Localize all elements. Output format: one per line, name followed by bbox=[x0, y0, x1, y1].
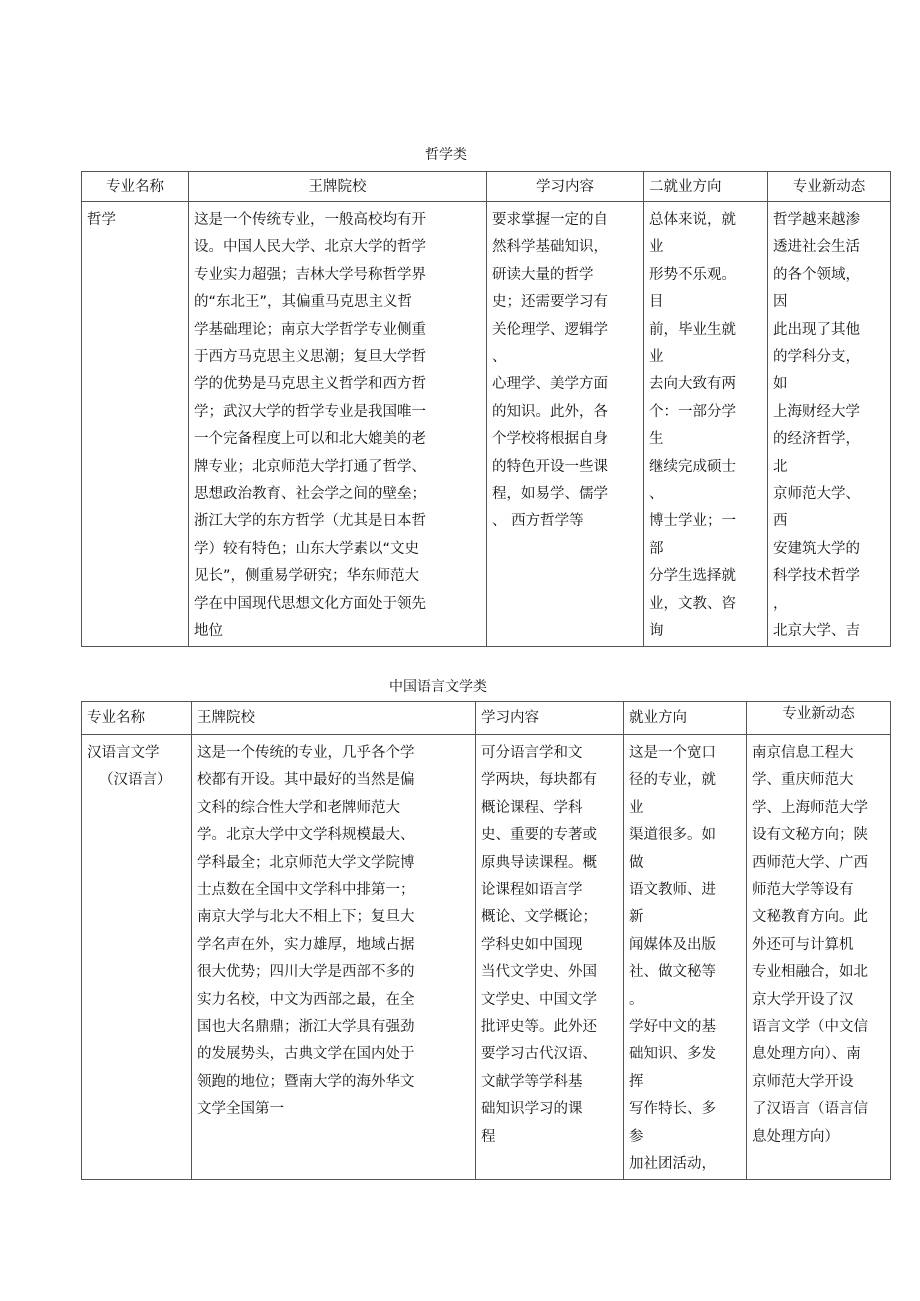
text-line: 透进社会生活 bbox=[773, 239, 860, 256]
header-study-content: 学习内容 bbox=[476, 702, 624, 735]
table2-caption: 中国语言文学类 bbox=[389, 679, 487, 695]
text-line: ， bbox=[773, 595, 788, 612]
text-line: 。 bbox=[629, 991, 644, 1008]
schools-cell bbox=[189, 202, 487, 647]
text-line: 南京信息工程大 bbox=[752, 745, 854, 761]
text-line: 见长”，侧重易学研究；华东师范大 bbox=[194, 568, 420, 585]
text-line: 原典导读课程。概 bbox=[481, 854, 597, 871]
text-line: 实力名校，中文为西部之最，在全 bbox=[197, 991, 415, 1008]
text-line: 、 bbox=[649, 486, 664, 503]
text-line: 形势不乐观。 bbox=[649, 266, 736, 283]
text-line: 总体来说，就 bbox=[649, 212, 736, 228]
text-line: 然科学基础知识， bbox=[492, 239, 608, 256]
text-line: 加社团活动， bbox=[629, 1156, 716, 1173]
text-line: 程 bbox=[481, 1128, 496, 1145]
text-line: 学、重庆师范大 bbox=[752, 772, 854, 789]
text-line: 的“东北王”，其偏重马克思主义哲 bbox=[194, 294, 413, 311]
text-line: 目 bbox=[649, 294, 664, 311]
header-major-name: 专业名称 bbox=[82, 702, 192, 735]
text-line: 要学习古代汉语、 bbox=[481, 1046, 597, 1063]
text-line: 新 bbox=[629, 909, 644, 926]
text-line: 哲学越来越渗 bbox=[773, 212, 860, 228]
text-line: 浙江大学的东方哲学（尤其是日本哲 bbox=[194, 513, 426, 530]
text-line: 概论、文学概论； bbox=[481, 909, 597, 926]
text-line: 挥 bbox=[629, 1073, 644, 1090]
text-line: 科学技术哲学 bbox=[773, 568, 860, 585]
text-line: 这是一个传统的专业，几乎各个学 bbox=[197, 745, 415, 761]
header-top-schools: 王牌院校 bbox=[189, 172, 487, 202]
text-line: 北 bbox=[773, 458, 788, 475]
text-line: 闻媒体及出版 bbox=[629, 936, 716, 953]
text-line: 的各个领域， bbox=[773, 266, 860, 283]
text-line: 士点数在全国中文学科中排第一； bbox=[197, 882, 415, 899]
header-employment: 二就业方向 bbox=[644, 172, 768, 202]
text-line: 的经济哲学， bbox=[773, 431, 860, 448]
text-line: 这是一个宽口 bbox=[629, 745, 716, 761]
content-cell bbox=[476, 735, 624, 1180]
table2-header-row bbox=[82, 702, 891, 735]
header-study-content: 学习内容 bbox=[487, 172, 644, 202]
text-line: 的特色开设一些课 bbox=[492, 458, 608, 475]
text-line: 去向大致有两 bbox=[649, 376, 736, 393]
text-line: 学科最全；北京师范大学文学院博 bbox=[197, 854, 415, 871]
major-name-line-2: （汉语言） bbox=[99, 772, 172, 789]
table1-header-row bbox=[82, 172, 891, 202]
text-line: 文学史、中国文学 bbox=[481, 991, 597, 1008]
text-line: 程，如易学、儒学 bbox=[492, 486, 608, 503]
header-major-name: 专业名称 bbox=[82, 172, 189, 202]
text-line: 京大学开设了汉 bbox=[752, 991, 854, 1008]
text-line: 文献学等学科基 bbox=[481, 1073, 583, 1090]
text-line: 参 bbox=[629, 1128, 644, 1145]
text-line: 个：一部分学 bbox=[649, 403, 736, 420]
text-line: 的发展势头，古典文学在国内处于 bbox=[197, 1046, 415, 1063]
major-name-line-1: 汉语言文学 bbox=[87, 745, 160, 761]
text-line: 论课程如语言学 bbox=[481, 882, 583, 899]
text-line: 文秘教育方向。此 bbox=[752, 909, 868, 926]
text-line: 批评史等。此外还 bbox=[481, 1019, 597, 1036]
major-name-cell: 哲学 bbox=[82, 202, 189, 647]
text-line: 京师范大学开设 bbox=[752, 1073, 854, 1090]
text-line: 研读大量的哲学 bbox=[492, 266, 594, 283]
text-line: 学基础理论；南京大学哲学专业侧重 bbox=[194, 321, 426, 338]
text-line: 学好中文的基 bbox=[629, 1019, 716, 1036]
content-cell bbox=[487, 202, 644, 647]
text-line: 业 bbox=[649, 239, 664, 256]
chinese-literature-table bbox=[81, 701, 891, 1180]
text-line: 学；武汉大学的哲学专业是我国唯一 bbox=[194, 403, 426, 420]
text-line: 南京大学与北大不相上下；复旦大 bbox=[197, 909, 415, 926]
text-line: 专业相融合，如北 bbox=[752, 964, 868, 981]
text-line: 、 bbox=[492, 349, 507, 366]
text-line: 学）较有特色；山东大学素以“文史 bbox=[194, 540, 420, 557]
text-line: 地位 bbox=[194, 623, 223, 640]
text-line: 、 西方哲学等 bbox=[492, 513, 584, 530]
text-line: 语文教师、进 bbox=[629, 882, 716, 899]
employment-cell bbox=[624, 735, 747, 1180]
text-line: 学的优势是马克思主义哲学和西方哲 bbox=[194, 376, 426, 393]
text-line: 北京大学、吉 bbox=[773, 623, 860, 640]
text-line: 很大优势；四川大学是西部不多的 bbox=[197, 964, 415, 981]
text-line: 社、做文秘等 bbox=[629, 964, 716, 981]
text-line: 师范大学等设有 bbox=[752, 882, 854, 899]
text-line: 个学校将根据自身 bbox=[492, 431, 608, 448]
header-trends: 专业新动态 bbox=[747, 702, 891, 735]
text-line: 息处理方向） bbox=[752, 1128, 839, 1145]
text-line: 于西方马克思主义思潮；复旦大学哲 bbox=[194, 349, 426, 366]
text-line: 文学全国第一 bbox=[197, 1101, 284, 1118]
text-line: 可分语言学和文 bbox=[481, 745, 583, 761]
text-line: 的学科分支， bbox=[773, 349, 860, 366]
text-line: 博士学业；一 bbox=[649, 513, 736, 530]
text-line: 一个完备程度上可以和北大媲美的老 bbox=[194, 431, 426, 448]
text-line: 关伦理学、逻辑学 bbox=[492, 321, 608, 338]
text-line: 学名声在外，实力雄厚，地域占据 bbox=[197, 936, 415, 953]
table-row bbox=[82, 202, 891, 647]
header-top-schools: 王牌院校 bbox=[192, 702, 476, 735]
text-line: 础知识学习的课 bbox=[481, 1101, 583, 1118]
text-line: 写作特长、多 bbox=[629, 1101, 716, 1118]
table1-caption: 哲学类 bbox=[425, 147, 467, 163]
text-line: 学、上海师范大学 bbox=[752, 799, 868, 816]
text-line: 设。中国人民大学、北京大学的哲学 bbox=[194, 239, 426, 256]
text-line: 分学生选择就 bbox=[649, 568, 736, 585]
trends-cell bbox=[747, 735, 891, 1180]
text-line: 础知识、多发 bbox=[629, 1046, 716, 1063]
text-line: 西 bbox=[773, 513, 788, 530]
text-line: 牌专业；北京师范大学打通了哲学、 bbox=[194, 458, 426, 475]
header-employment: 就业方向 bbox=[624, 702, 747, 735]
text-line: 史、重要的专著或 bbox=[481, 827, 597, 844]
text-line: 文科的综合性大学和老牌师范大 bbox=[197, 799, 400, 816]
text-line: 心理学、美学方面 bbox=[492, 376, 608, 393]
text-line: 当代文学史、外国 bbox=[481, 964, 597, 981]
text-line: 渠道很多。如 bbox=[629, 827, 716, 844]
text-line: 部 bbox=[649, 540, 664, 557]
text-line: 学科史如中国现 bbox=[481, 936, 583, 953]
text-line: 学在中国现代思想文化方面处于领先 bbox=[194, 595, 426, 612]
text-line: 史；还需要学习有 bbox=[492, 294, 608, 311]
text-line: 此出现了其他 bbox=[773, 321, 860, 338]
text-line: 生 bbox=[649, 431, 664, 448]
employment-cell bbox=[644, 202, 768, 647]
philosophy-table bbox=[81, 171, 891, 647]
text-line: 业 bbox=[629, 799, 644, 816]
text-line: 概论课程、学科 bbox=[481, 799, 583, 816]
text-line: 国也大名鼎鼎；浙江大学具有强劲 bbox=[197, 1019, 415, 1036]
text-line: 语言文学（中文信 bbox=[752, 1019, 868, 1036]
text-line: 西师范大学、广西 bbox=[752, 854, 868, 871]
text-line: 询 bbox=[649, 623, 664, 640]
text-line: 因 bbox=[773, 294, 788, 311]
text-line: 学两块，每块都有 bbox=[481, 772, 597, 789]
text-line: 的知识。此外，各 bbox=[492, 403, 608, 420]
trends-cell bbox=[768, 202, 891, 647]
major-name-cell bbox=[82, 735, 192, 1180]
text-line: 领跑的地位；暨南大学的海外华文 bbox=[197, 1073, 415, 1090]
text-line: 前，毕业生就 bbox=[649, 321, 736, 338]
schools-cell bbox=[192, 735, 476, 1180]
text-line: 业，文教、咨 bbox=[649, 595, 736, 612]
text-line: 做 bbox=[629, 854, 644, 871]
text-line: 如 bbox=[773, 376, 788, 393]
text-line: 要求掌握一定的自 bbox=[492, 212, 608, 228]
text-line: 学。北京大学中文学科规模最大、 bbox=[197, 827, 415, 844]
text-line: 了汉语言（语言信 bbox=[752, 1101, 868, 1118]
text-line: 京师范大学、 bbox=[773, 486, 860, 503]
text-line: 校都有开设。其中最好的当然是偏 bbox=[197, 772, 415, 789]
text-line: 思想政治教育、社会学之间的壁垒； bbox=[194, 486, 426, 503]
text-line: 业 bbox=[649, 349, 664, 366]
header-trends: 专业新动态 bbox=[768, 172, 891, 202]
text-line: 息处理方向）、南 bbox=[752, 1046, 861, 1063]
text-line: 外还可与计算机 bbox=[752, 936, 854, 953]
text-line: 专业实力超强；吉林大学号称哲学界 bbox=[194, 266, 426, 283]
text-line: 继续完成硕士 bbox=[649, 458, 736, 475]
text-line: 这是一个传统专业，一般高校均有开 bbox=[194, 212, 426, 228]
text-line: 设有文秘方向；陕 bbox=[752, 827, 868, 844]
table-row bbox=[82, 735, 891, 1180]
text-line: 安建筑大学的 bbox=[773, 540, 860, 557]
text-line: 上海财经大学 bbox=[773, 403, 860, 420]
text-line: 径的专业，就 bbox=[629, 772, 716, 789]
